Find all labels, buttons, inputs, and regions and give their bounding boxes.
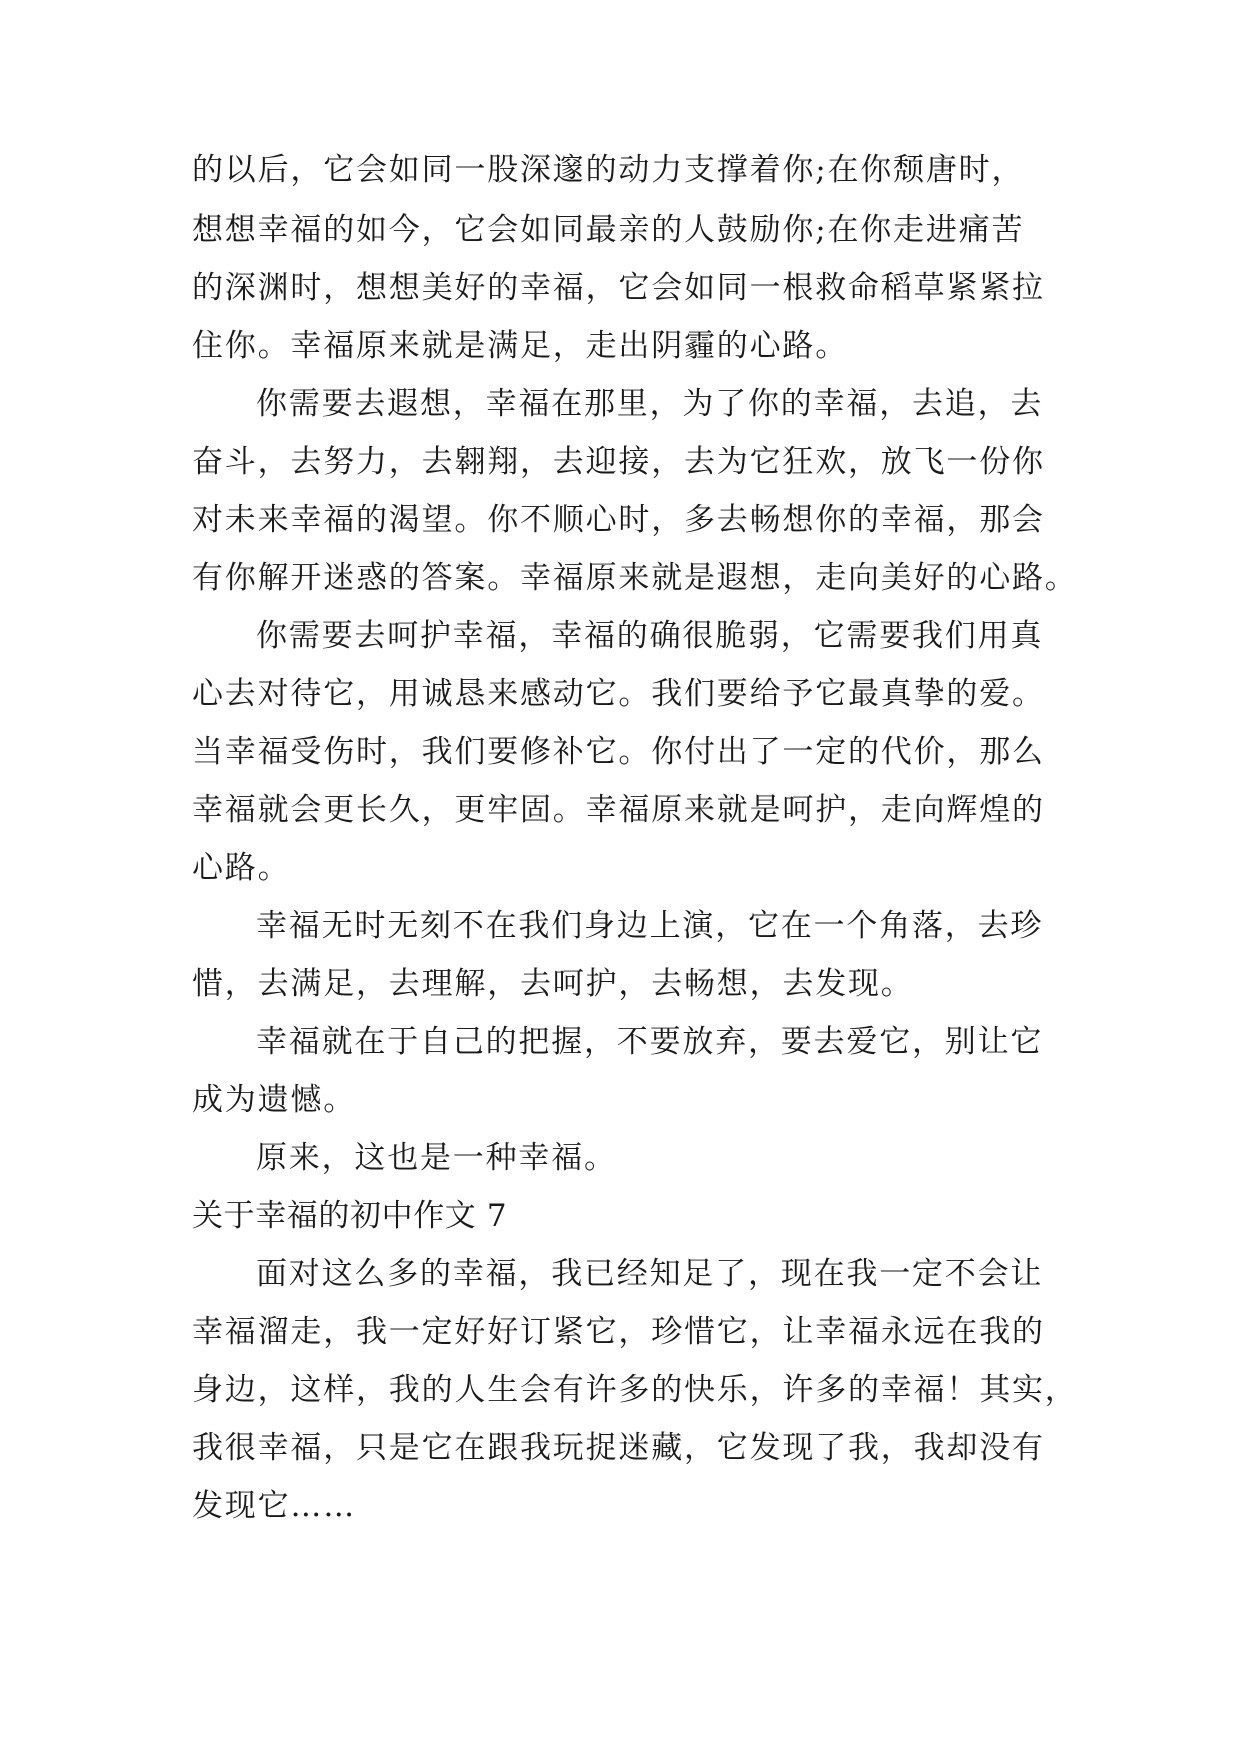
text-line: 发现它…… <box>192 1488 356 1524</box>
text-line: 的以后，它会如同一股深邃的动力支撑着你;在你颓唐时， <box>192 152 1025 188</box>
text-line: 有你解开迷惑的答案。幸福原来就是遐想，走向美好的心路。 <box>192 560 1078 596</box>
paragraph-first-line: 幸福就在于自己的把握，不要放弃，要去爱它，别让它 <box>256 1024 1044 1060</box>
text-line: 幸福溜走，我一定好好订紧它，珍惜它，让幸福永远在我的 <box>192 1314 1045 1350</box>
text-line: 心路。 <box>192 850 291 886</box>
text-line: 幸福就会更长久，更牢固。幸福原来就是呵护，走向辉煌的 <box>192 792 1045 828</box>
text-line: 对未来幸福的渴望。你不顺心时，多去畅想你的幸福，那会 <box>192 502 1045 538</box>
text-line: 成为遗憾。 <box>192 1082 356 1118</box>
text-line: 的深渊时，想想美好的幸福，它会如同一根救命稻草紧紧拉 <box>192 270 1045 306</box>
text-line: 奋斗，去努力，去翱翔，去迎接，去为它狂欢，放飞一份你 <box>192 444 1045 480</box>
paragraph-first-line: 面对这么多的幸福，我已经知足了，现在我一定不会让 <box>256 1256 1044 1292</box>
text-line: 我很幸福，只是它在跟我玩捉迷藏，它发现了我，我却没有 <box>192 1430 1045 1466</box>
paragraph-first-line: 你需要去呵护幸福，幸福的确很脆弱，它需要我们用真 <box>256 618 1044 654</box>
text-line: 惜，去满足，去理解，去呵护，去畅想，去发现。 <box>192 966 914 1002</box>
paragraph-first-line: 原来，这也是一种幸福。 <box>256 1140 617 1176</box>
text-line: 想想幸福的如今，它会如同最亲的人鼓励你;在你走进痛苦 <box>192 212 1025 248</box>
paragraph-first-line: 你需要去遐想，幸福在那里，为了你的幸福，去追，去 <box>256 386 1044 422</box>
text-line: 心去对待它，用诚恳来感动它。我们要给予它最真挚的爱。 <box>192 676 1045 712</box>
text-line: 住你。幸福原来就是满足，走出阴霾的心路。 <box>192 328 848 364</box>
section-heading: 关于幸福的初中作文 7 <box>192 1198 508 1234</box>
text-line: 当幸福受伤时，我们要修补它。你付出了一定的代价，那么 <box>192 734 1045 770</box>
text-line: 身边，这样，我的人生会有许多的快乐，许多的幸福！其实， <box>192 1372 1078 1408</box>
paragraph-first-line: 幸福无时无刻不在我们身边上演，它在一个角落，去珍 <box>256 908 1044 944</box>
